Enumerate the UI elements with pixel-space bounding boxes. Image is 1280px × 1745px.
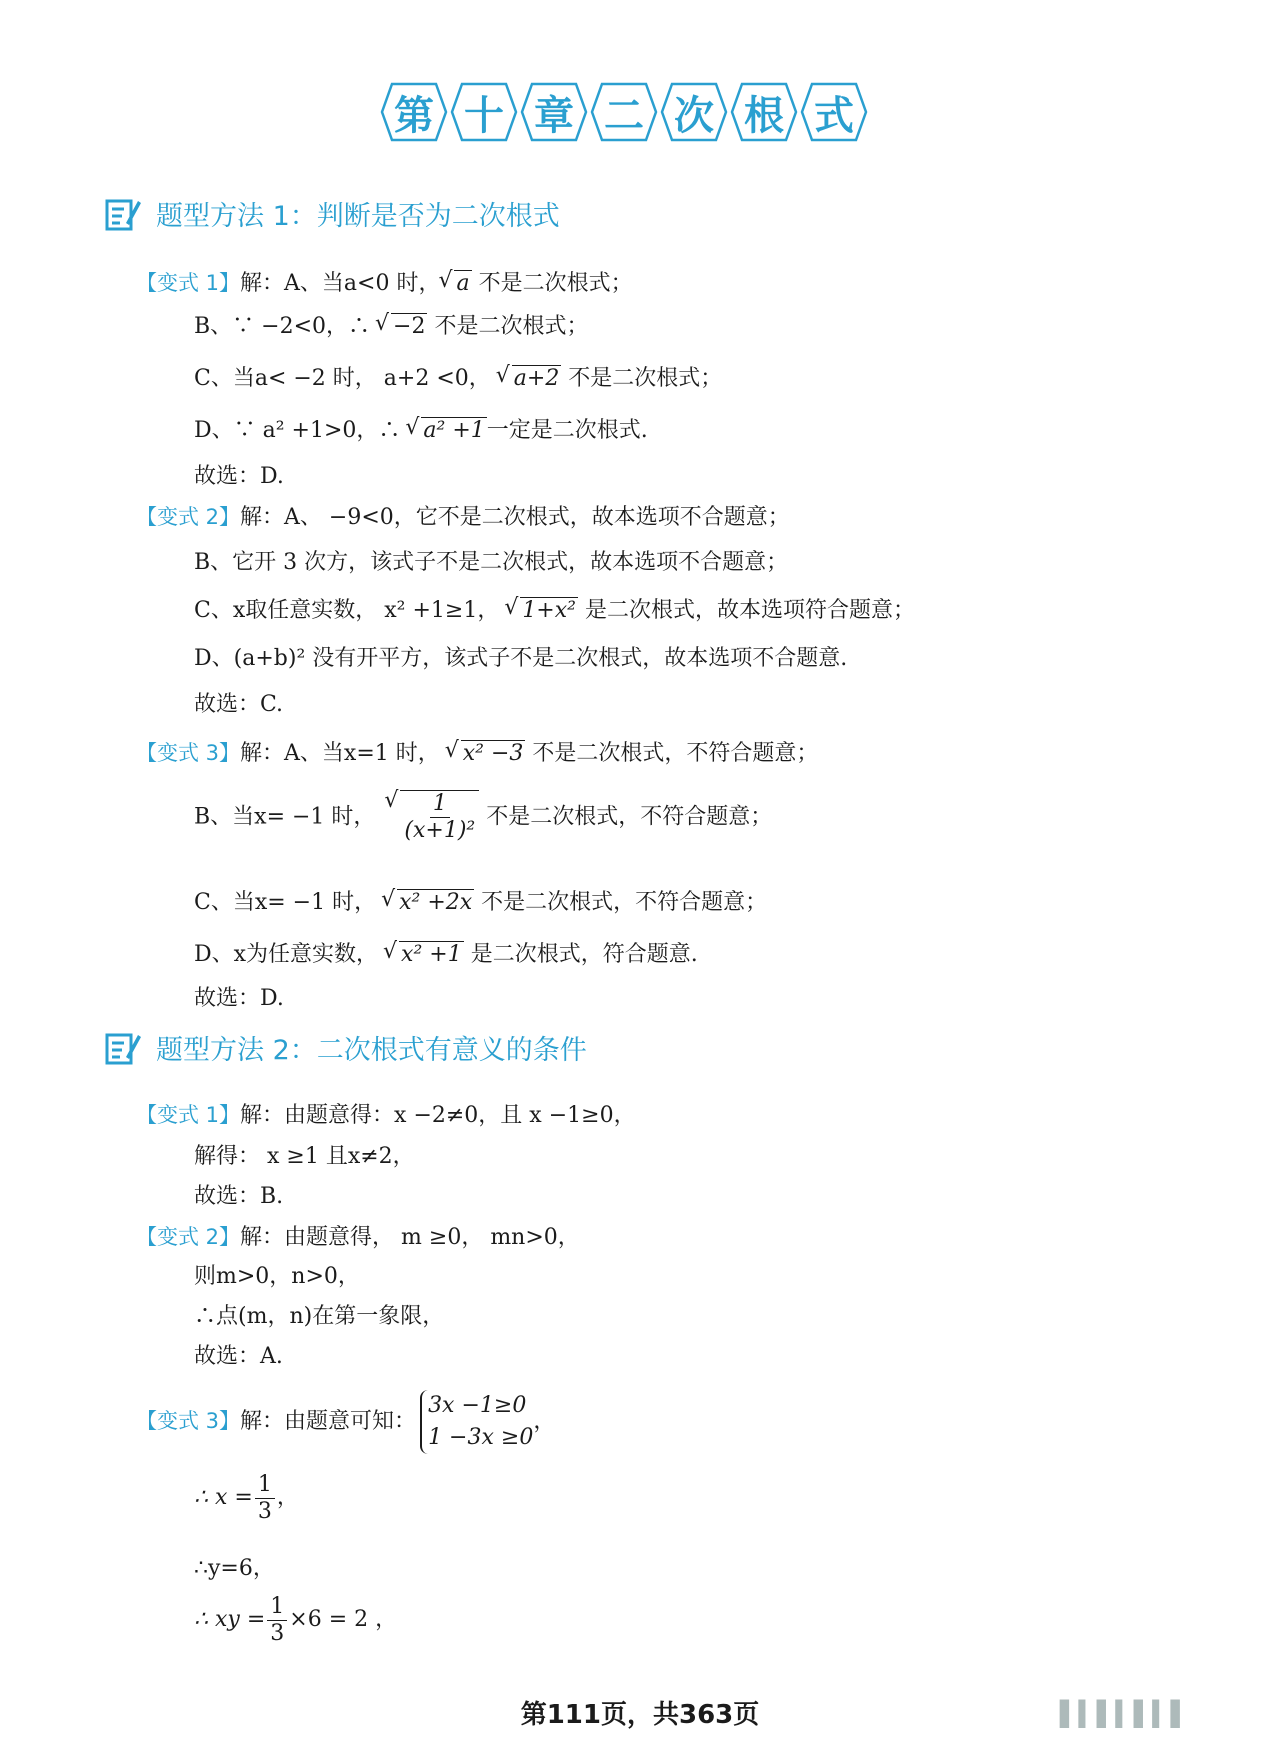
- text: 解：A、 −9<0，它不是二次根式，故本选项不合题意；: [240, 505, 790, 530]
- radical: √ a+2: [512, 365, 562, 392]
- s2-v1-answer: 故选：B.: [194, 1184, 284, 1209]
- title-char: 式: [800, 82, 868, 142]
- inequality: 1 −3x ≥0: [428, 1425, 534, 1450]
- s2-v1-line-b: 解得： x ≥1 且x≠2，: [194, 1144, 415, 1169]
- s1-v2-line-a: [136, 502, 790, 533]
- text: 不是二次根式，不符合题意；: [525, 741, 819, 766]
- text: 解：由题意得：x −2≠0，且 x −1≥0，: [240, 1103, 636, 1128]
- variant-tag: 【变式 3】: [136, 1409, 241, 1433]
- section-label: 题型方法 1：判断是否为二次根式: [156, 201, 560, 232]
- s1-v1-line-a: [136, 268, 633, 299]
- variant-tag: 【变式 3】: [136, 741, 241, 765]
- text: C、当x= −1 时，: [194, 890, 384, 915]
- s1-v2-line-b: B、它开 3 次方，该式子不是二次根式，故本选项不合题意；: [194, 550, 789, 575]
- watermark: ▌▍▌▍▌▍▌: [1060, 1700, 1190, 1728]
- s2-v3-line-c: ∴y=6，: [194, 1556, 275, 1581]
- s1-v2-line-c: [194, 596, 915, 626]
- title-char: 第: [380, 82, 448, 142]
- s2-v3-line-b: [194, 1470, 299, 1526]
- text: 一定是二次根式.: [486, 418, 648, 443]
- text: C、当a< −2 时， a+2 <0，: [194, 366, 498, 391]
- text: 不是二次根式，不符合题意；: [479, 804, 773, 830]
- s1-v3-line-a: [136, 738, 818, 769]
- radical: √ x² +2x: [397, 889, 474, 916]
- fraction: [255, 1472, 275, 1525]
- s2-v2-answer: 故选：A.: [194, 1344, 283, 1369]
- text: ∴ x =: [194, 1485, 253, 1510]
- s1-v1-answer: 故选：D.: [194, 464, 284, 489]
- title-char: 次: [660, 82, 728, 142]
- numerator: √ 1: [430, 791, 450, 818]
- denominator: (x+1)²: [404, 818, 476, 843]
- s1-v3-line-d: [194, 940, 698, 970]
- text: C、x取任意实数， x² +1≥1，: [194, 598, 507, 623]
- text: 是二次根式，故本选项符合题意；: [577, 598, 915, 623]
- text: 不是二次根式；: [561, 366, 723, 391]
- text: ∴ xy =: [194, 1607, 266, 1632]
- text: 解：由题意得， m ≥0， mn>0，: [240, 1225, 580, 1250]
- s2-v2-line-c: ∴点(m，n)在第一象限，: [194, 1304, 445, 1329]
- s2-v3-line-d: [194, 1592, 397, 1648]
- text: 解：由题意可知：: [240, 1409, 417, 1434]
- text: 不是二次根式，不符合题意；: [474, 890, 768, 915]
- radical: √ a² +1: [421, 417, 486, 444]
- section-heading-2: [104, 1028, 587, 1067]
- variant-tag: 【变式 2】: [136, 505, 241, 529]
- inequality: 3x −1≥0: [428, 1393, 527, 1418]
- text: ，: [533, 1409, 556, 1434]
- text: ×6 = 2 ，: [289, 1607, 398, 1632]
- numerator: 1: [255, 1472, 275, 1499]
- radical: √ a: [454, 270, 471, 297]
- title-char: 根: [730, 82, 798, 142]
- radical: √ 1+x²: [520, 597, 578, 624]
- s2-v2-line-a: [136, 1222, 580, 1253]
- fraction: [404, 791, 475, 844]
- variant-tag: 【变式 1】: [136, 1103, 241, 1127]
- denominator: 3: [257, 1498, 272, 1524]
- text: B、∵ −2<0，∴: [194, 314, 378, 339]
- denominator: 3: [270, 1620, 285, 1646]
- radical: √ x² +1: [399, 941, 464, 968]
- text: 解：A、当x=1 时，: [240, 741, 447, 766]
- radical: √ −2: [391, 313, 427, 340]
- variant-tag: 【变式 1】: [136, 271, 241, 295]
- notepad-pen-icon: [104, 1029, 142, 1067]
- radical: √ x² −3: [461, 740, 526, 767]
- text: 不是二次根式；: [471, 271, 633, 296]
- text: D、∵ a² +1>0，∴: [194, 418, 408, 443]
- text: 解：A、当a<0 时，: [240, 271, 441, 296]
- chapter-title: [380, 82, 868, 142]
- text: 是二次根式，符合题意.: [463, 942, 698, 967]
- text: ，: [276, 1485, 299, 1510]
- equation-system: [420, 1390, 533, 1454]
- notepad-pen-icon: [104, 195, 142, 233]
- s1-v3-line-b: [194, 790, 772, 844]
- section-label: 题型方法 2：二次根式有意义的条件: [156, 1035, 587, 1066]
- s1-v1-line-b: [194, 312, 588, 342]
- title-char: 章: [520, 82, 588, 142]
- s2-v3-line-a: [136, 1386, 555, 1457]
- fraction: [267, 1594, 287, 1647]
- s1-v3-line-c: [194, 888, 767, 918]
- s2-v2-line-b: 则m>0，n>0，: [194, 1264, 360, 1289]
- title-char: 十: [450, 82, 518, 142]
- section-heading-1: [104, 194, 560, 233]
- s1-v2-answer: 故选：C.: [194, 692, 284, 717]
- s1-v2-line-d: D、(a+b)² 没有开平方，该式子不是二次根式，故本选项不合题意.: [194, 646, 848, 671]
- page-footer: 第111页，共363页: [520, 1700, 760, 1730]
- title-char: 二: [590, 82, 658, 142]
- s2-v1-line-a: [136, 1100, 636, 1131]
- s1-v1-line-c: [194, 364, 722, 394]
- text: 不是二次根式；: [427, 314, 589, 339]
- text: D、x为任意实数，: [194, 942, 386, 967]
- variant-tag: 【变式 2】: [136, 1225, 241, 1249]
- radical: [400, 790, 479, 844]
- s1-v3-answer: 故选：D.: [194, 986, 284, 1011]
- text: B、当x= −1 时，: [194, 804, 383, 830]
- s1-v1-line-d: [194, 416, 648, 446]
- numerator: 1: [267, 1594, 287, 1621]
